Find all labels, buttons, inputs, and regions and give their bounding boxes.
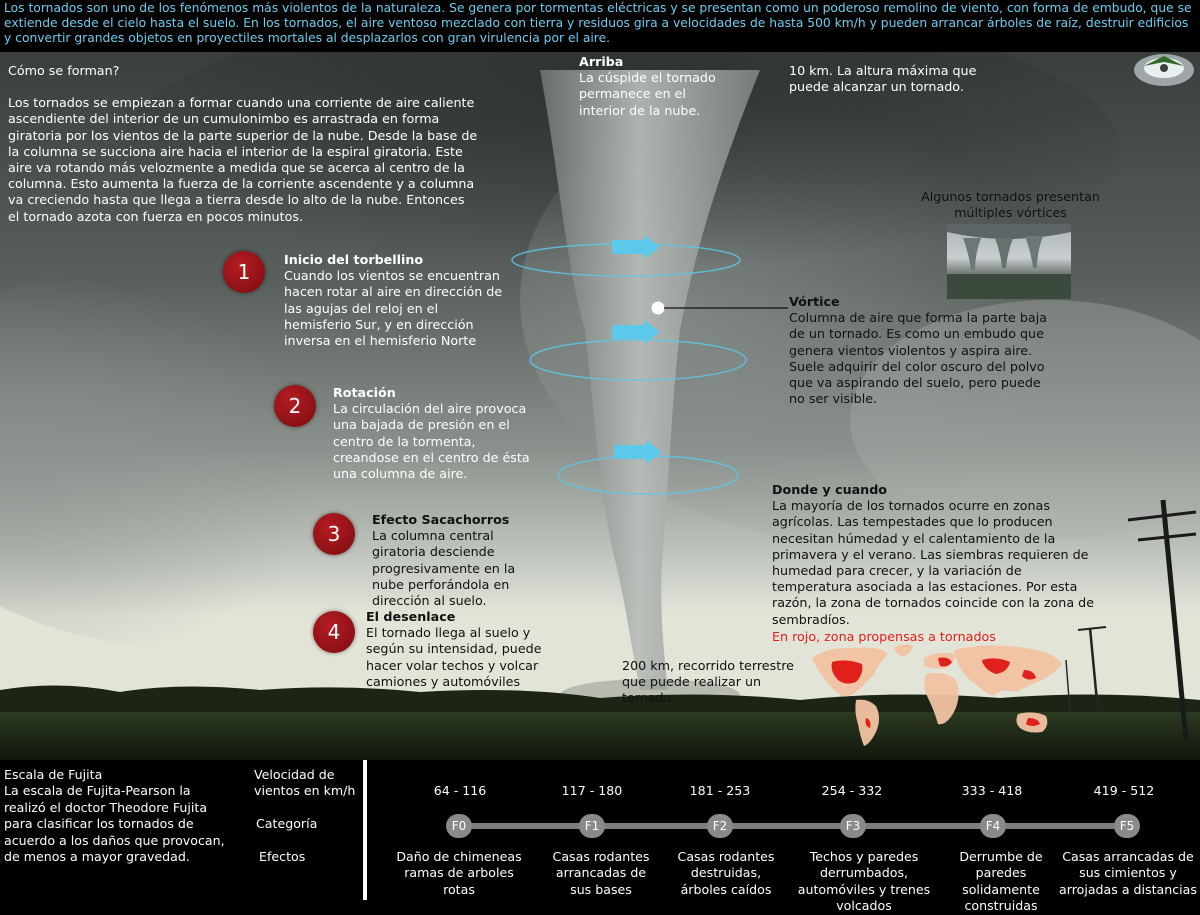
- row-label-effects: Efectos: [259, 849, 306, 864]
- step-3-body: La columna central giratoria desciende progresivamente en la nube perforándola en dirección al suelo.: [372, 528, 516, 609]
- row-label-speed: Velocidad de vientos en km/h: [254, 767, 356, 799]
- vortex-pointer-dot: [652, 302, 665, 315]
- scale-divider: [363, 760, 367, 900]
- category-f3: F3: [840, 814, 866, 838]
- top-note: [579, 54, 719, 119]
- step-4-title: El desenlace: [366, 609, 456, 624]
- path-length-note: 200 km, recorrido terrestre que puede realizar un tornado.: [622, 658, 794, 706]
- world-map-tornado-zones: [806, 640, 1068, 750]
- arrow-right-icon: [612, 235, 660, 259]
- step-2-body: La circulación del aire provoca una bajada de presión en el centro de la tormenta, creandose en el centro de ésta una columna de aire.: [333, 401, 530, 482]
- where-when-note: [772, 482, 1104, 628]
- vortex-note: [789, 294, 1049, 407]
- step-1-title: Inicio del torbellino: [284, 252, 424, 267]
- arrow-right-icon: [614, 440, 662, 464]
- fujita-scale-bar: [455, 823, 1130, 829]
- step-1-text: [284, 252, 509, 349]
- step-4-number: 4: [313, 611, 355, 653]
- step-4-text: [366, 609, 566, 690]
- category-f0: F0: [446, 814, 472, 838]
- speed-f2: 181 - 253: [689, 783, 751, 798]
- effect-f1: Casas rodantes arrancadas de sus bases: [552, 849, 650, 897]
- how-they-form-section: [8, 63, 478, 225]
- vortex-title: Vórtice: [789, 294, 840, 309]
- category-f5: F5: [1114, 814, 1140, 838]
- fujita-title: Escala de Fujita: [4, 767, 103, 782]
- map-caption: En rojo, zona propensas a tornados: [772, 629, 996, 644]
- top-note-title: Arriba: [579, 54, 624, 69]
- max-height-note: 10 km. La altura máxima que puede alcanzar un tornado.: [789, 63, 977, 95]
- where-when-body: La mayoría de los tornados ocurre en zonas agrícolas. Las tempestades que lo producen necesitan húmedad y el calentamiento de la primavera y el verano. Las siembras requieren de humedad para crecer, y la variación de temperatura asociada a las estaciones. Por esta razón, la zona de tornados coincide con la zona de sembradíos.: [772, 498, 1094, 627]
- step-1-body: Cuando los vientos se encuentran hacen rotar al aire en dirección de las agujas del reloj en el hemisferio Sur, y en dirección inversa en el hemisferio Norte: [284, 268, 503, 349]
- step-3-text: [372, 512, 547, 609]
- step-2-text: [333, 385, 543, 482]
- step-2-title: Rotación: [333, 385, 396, 400]
- vortex-body: Columna de aire que forma la parte baja de un tornado. Es como un embudo que genera vientos violentos y aspira aire. Suele adquirir del color oscuro del polvo que va aspirando del suelo, pero puede no ser visible.: [789, 310, 1048, 407]
- how-they-form-title: Cómo se forman?: [8, 63, 120, 78]
- speed-f5: 419 - 512: [1093, 783, 1155, 798]
- intro-paragraph: Los tornados son uno de los fenómenos más violentos de la naturaleza. Se genera por tormentas eléctricas y se presentan como un poderoso remolino de viento, con forma de embudo, que se extiende desde el cielo hasta el suelo. En los tornados, el aire ventoso mezclado con tierra y residuos gira a velocidades de hasta 500 km/h y pueden arrancar árboles de raíz, destruir edificios y convertir grandes objetos en proyectiles mortales al desplazarlos con gran virulencia por el aire.: [0, 0, 1200, 52]
- step-2-number: 2: [274, 385, 316, 427]
- row-label-category: Categoría: [256, 816, 318, 831]
- speed-f4: 333 - 418: [961, 783, 1023, 798]
- step-1-number: 1: [223, 251, 265, 293]
- effect-f4: Derrumbe de paredes solidamente construidas: [959, 849, 1043, 914]
- top-note-body: La cúspide el tornado permanece en el interior de la nube.: [579, 70, 716, 118]
- fujita-body: La escala de Fujita-Pearson la realizó el doctor Theodore Fujita para clasificar los tornados de acuerdo a los daños que provocan, de menos a mayor gravedad.: [4, 783, 225, 865]
- ring-middle: [530, 340, 746, 380]
- speed-f1: 117 - 180: [561, 783, 623, 798]
- category-f4: F4: [980, 814, 1006, 838]
- step-4-body: El tornado llega al suelo y según su intensidad, puede hacer volar techos y volcar camiones y automóviles: [366, 625, 542, 689]
- speed-f0: 64 - 116: [433, 783, 487, 798]
- effect-f3: Techos y paredes derrumbados, automóviles y trenes volcados: [797, 849, 931, 914]
- effect-f0: Daño de chimeneas ramas de arboles rotas: [396, 849, 522, 897]
- step-3-title: Efecto Sacachorros: [372, 512, 510, 527]
- multiple-vortices-caption: Algunos tornados presentan múltiples vórtices: [921, 189, 1100, 221]
- speed-f3: 254 - 332: [821, 783, 883, 798]
- where-when-title: Donde y cuando: [772, 482, 888, 497]
- fujita-description: [4, 767, 232, 865]
- step-3-number: 3: [313, 513, 355, 555]
- effect-f5: Casas arrancadas de sus cimientos y arrojadas a distancias: [1059, 849, 1197, 897]
- multiple-vortices-photo: [947, 224, 1071, 299]
- effect-f2: Casas rodantes destruidas, árboles caídos: [677, 849, 775, 897]
- category-f2: F2: [707, 814, 733, 838]
- how-they-form-body: Los tornados se empiezan a formar cuando una corriente de aire caliente ascendiente del interior de un cumulonimbo es arrastrada en forma giratoria por los vientos de la parte superior de la nube. Desde la base de la columna se succiona aire hacia el interior de la espiral giratoria. Este aire va rotando más velozmente a medida que se acerca al centro de la columna. Esto aumenta la fuerza de la corriente ascendente y a columna va creciendo hasta que llega a tierra desde lo alto de la nube. Entonces el tornado azota con fuerza en pocos minutos.: [8, 95, 478, 224]
- category-f1: F1: [579, 814, 605, 838]
